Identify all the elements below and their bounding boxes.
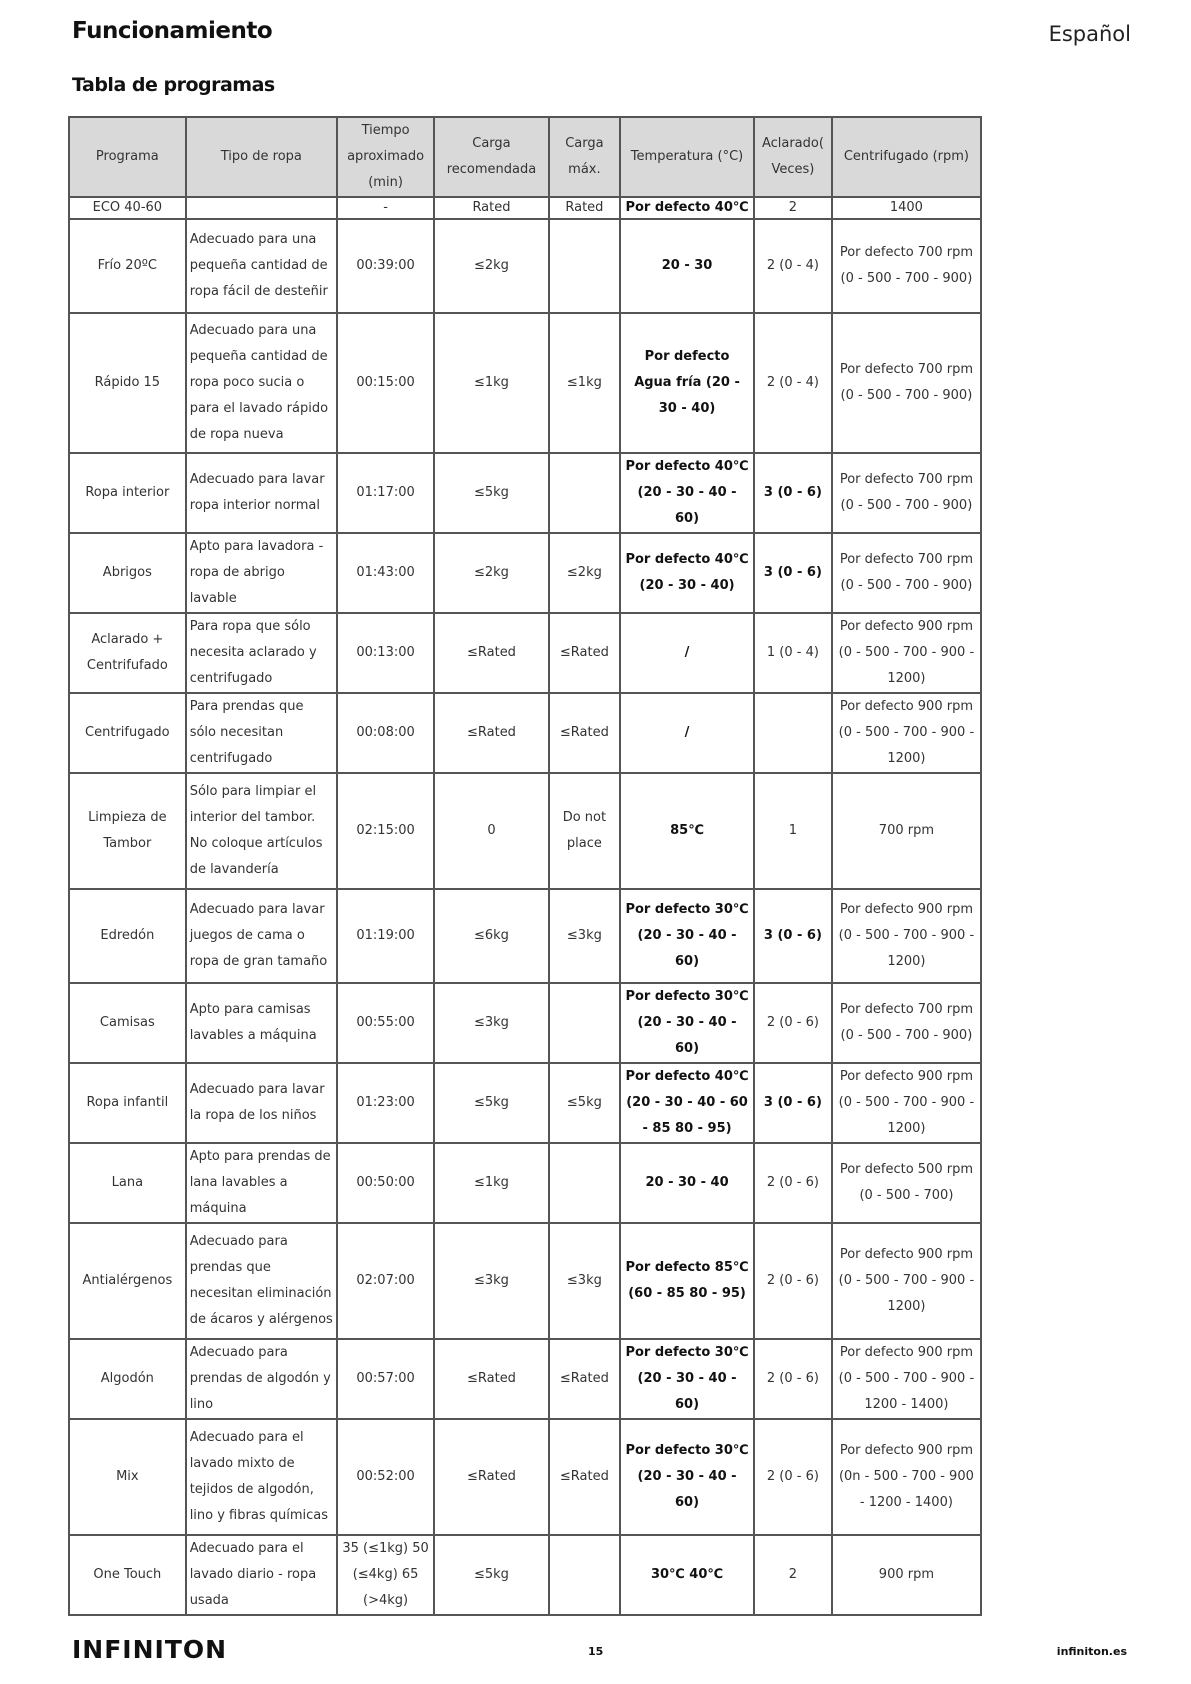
tipo-ropa-cell: Apto para camisas lavables a máquina	[186, 983, 337, 1063]
website-url: infiniton.es	[1056, 1645, 1127, 1658]
aclarado-cell: 2 (0 - 4)	[754, 219, 832, 313]
programa-cell: Ropa infantil	[69, 1063, 186, 1143]
table-row	[69, 693, 981, 773]
column-header: Programa	[69, 117, 186, 197]
temperatura-cell: 20 - 30 - 40	[620, 1143, 754, 1223]
tipo-ropa-cell: Apto para lavadora - ropa de abrigo lavable	[186, 533, 337, 613]
temperatura-cell: Por defecto 40℃	[620, 197, 754, 219]
aclarado-cell: 3 (0 - 6)	[754, 889, 832, 983]
language-label: Español	[1048, 22, 1131, 46]
aclarado-cell: 3 (0 - 6)	[754, 453, 832, 533]
tiempo-cell: 00:55:00	[337, 983, 434, 1063]
carga-recomendada-cell: ≤Rated	[434, 693, 549, 773]
carga-recomendada-cell: ≤2kg	[434, 219, 549, 313]
tipo-ropa-cell: Adecuado para una pequeña cantidad de ropa fácil de desteñir	[186, 219, 337, 313]
carga-recomendada-cell: ≤Rated	[434, 613, 549, 693]
programs-table	[68, 116, 982, 1616]
column-header: Tipo de ropa	[186, 117, 337, 197]
centrifugado-cell: Por defecto 500 rpm (0 - 500 - 700)	[832, 1143, 981, 1223]
carga-max-cell	[549, 453, 620, 533]
tiempo-cell: 02:15:00	[337, 773, 434, 889]
table-row	[69, 983, 981, 1063]
aclarado-cell: 2	[754, 197, 832, 219]
carga-max-cell: ≤Rated	[549, 613, 620, 693]
carga-recomendada-cell: ≤3kg	[434, 983, 549, 1063]
programa-cell: Edredón	[69, 889, 186, 983]
temperatura-cell: Por defecto 30℃ (20 - 30 - 40 - 60)	[620, 1419, 754, 1535]
programa-cell: ECO 40-60	[69, 197, 186, 219]
tiempo-cell: 35 (≤1kg) 50 (≤4kg) 65 (>4kg)	[337, 1535, 434, 1615]
temperatura-cell: Por defecto Agua fría (20 - 30 - 40)	[620, 313, 754, 453]
column-header: Temperatura (°C)	[620, 117, 754, 197]
carga-max-cell	[549, 983, 620, 1063]
carga-max-cell: ≤5kg	[549, 1063, 620, 1143]
tipo-ropa-cell: Adecuado para el lavado mixto de tejidos de algodón, lino y fibras químicas	[186, 1419, 337, 1535]
tiempo-cell: 00:50:00	[337, 1143, 434, 1223]
column-header: Aclarado( Veces)	[754, 117, 832, 197]
tipo-ropa-cell: Adecuado para lavar la ropa de los niños	[186, 1063, 337, 1143]
programa-cell: Antialérgenos	[69, 1223, 186, 1339]
carga-max-cell: Do not place	[549, 773, 620, 889]
table-row	[69, 1143, 981, 1223]
programa-cell: Lana	[69, 1143, 186, 1223]
table-row	[69, 1419, 981, 1535]
table-header-row	[69, 117, 981, 197]
carga-max-cell: ≤2kg	[549, 533, 620, 613]
carga-recomendada-cell: Rated	[434, 197, 549, 219]
centrifugado-cell: Por defecto 900 rpm (0 - 500 - 700 - 900 - 1200 - 1400)	[832, 1339, 981, 1419]
centrifugado-cell: 900 rpm	[832, 1535, 981, 1615]
table-row	[69, 613, 981, 693]
tipo-ropa-cell: Para ropa que sólo necesita aclarado y centrifugado	[186, 613, 337, 693]
tipo-ropa-cell: Adecuado para prendas de algodón y lino	[186, 1339, 337, 1419]
tiempo-cell: 00:57:00	[337, 1339, 434, 1419]
brand-logo: INFINITON	[72, 1635, 228, 1664]
aclarado-cell: 2 (0 - 4)	[754, 313, 832, 453]
programa-cell: Rápido 15	[69, 313, 186, 453]
carga-max-cell: Rated	[549, 197, 620, 219]
temperatura-cell: Por defecto 30℃ (20 - 30 - 40 - 60)	[620, 1339, 754, 1419]
carga-recomendada-cell: ≤2kg	[434, 533, 549, 613]
tipo-ropa-cell: Sólo para limpiar el interior del tambor. No coloque artículos de lavandería	[186, 773, 337, 889]
programa-cell: Limpieza de Tambor	[69, 773, 186, 889]
temperatura-cell: /	[620, 693, 754, 773]
carga-max-cell: ≤3kg	[549, 1223, 620, 1339]
temperatura-cell: 20 - 30	[620, 219, 754, 313]
carga-recomendada-cell: ≤Rated	[434, 1339, 549, 1419]
temperatura-cell: Por defecto 30℃ (20 - 30 - 40 - 60)	[620, 983, 754, 1063]
table-row	[69, 197, 981, 219]
tipo-ropa-cell: Apto para prendas de lana lavables a máquina	[186, 1143, 337, 1223]
aclarado-cell: 2	[754, 1535, 832, 1615]
carga-max-cell: ≤Rated	[549, 1419, 620, 1535]
page-title: Funcionamiento	[72, 18, 273, 44]
carga-max-cell: ≤1kg	[549, 313, 620, 453]
column-header: Carga recomendada	[434, 117, 549, 197]
carga-recomendada-cell: 0	[434, 773, 549, 889]
table-body	[69, 197, 981, 1615]
tipo-ropa-cell: Adecuado para el lavado diario - ropa usada	[186, 1535, 337, 1615]
tiempo-cell: 00:52:00	[337, 1419, 434, 1535]
carga-max-cell	[549, 219, 620, 313]
tipo-ropa-cell	[186, 197, 337, 219]
programa-cell: Aclarado + Centrifufado	[69, 613, 186, 693]
carga-recomendada-cell: ≤6kg	[434, 889, 549, 983]
tiempo-cell: -	[337, 197, 434, 219]
tiempo-cell: 01:19:00	[337, 889, 434, 983]
programa-cell: Algodón	[69, 1339, 186, 1419]
carga-max-cell: ≤Rated	[549, 1339, 620, 1419]
programa-cell: Centrifugado	[69, 693, 186, 773]
table-row	[69, 1223, 981, 1339]
centrifugado-cell: Por defecto 900 rpm (0 - 500 - 700 - 900 - 1200)	[832, 1223, 981, 1339]
programa-cell: One Touch	[69, 1535, 186, 1615]
programa-cell: Abrigos	[69, 533, 186, 613]
tiempo-cell: 00:08:00	[337, 693, 434, 773]
carga-max-cell: ≤3kg	[549, 889, 620, 983]
temperatura-cell: Por defecto 30℃ (20 - 30 - 40 - 60)	[620, 889, 754, 983]
table-row	[69, 219, 981, 313]
aclarado-cell: 2 (0 - 6)	[754, 1339, 832, 1419]
centrifugado-cell: Por defecto 900 rpm (0n - 500 - 700 - 900 - 1200 - 1400)	[832, 1419, 981, 1535]
programa-cell: Camisas	[69, 983, 186, 1063]
table-row	[69, 1063, 981, 1143]
temperatura-cell: Por defecto 85℃ (60 - 85 80 - 95)	[620, 1223, 754, 1339]
temperatura-cell: 30℃ 40℃	[620, 1535, 754, 1615]
aclarado-cell: 2 (0 - 6)	[754, 983, 832, 1063]
temperatura-cell: /	[620, 613, 754, 693]
carga-max-cell	[549, 1535, 620, 1615]
table-row	[69, 773, 981, 889]
centrifugado-cell: Por defecto 700 rpm (0 - 500 - 700 - 900)	[832, 533, 981, 613]
column-header: Tiempo aproximado (min)	[337, 117, 434, 197]
tipo-ropa-cell: Adecuado para una pequeña cantidad de ropa poco sucia o para el lavado rápido de ropa nueva	[186, 313, 337, 453]
carga-recomendada-cell: ≤Rated	[434, 1419, 549, 1535]
tiempo-cell: 02:07:00	[337, 1223, 434, 1339]
table-row	[69, 313, 981, 453]
table-row	[69, 533, 981, 613]
tipo-ropa-cell: Adecuado para prendas que necesitan eliminación de ácaros y alérgenos	[186, 1223, 337, 1339]
section-subtitle: Tabla de programas	[72, 74, 275, 96]
centrifugado-cell: Por defecto 900 rpm (0 - 500 - 700 - 900 - 1200)	[832, 1063, 981, 1143]
carga-recomendada-cell: ≤1kg	[434, 1143, 549, 1223]
aclarado-cell: 1	[754, 773, 832, 889]
table-row	[69, 453, 981, 533]
aclarado-cell: 3 (0 - 6)	[754, 533, 832, 613]
aclarado-cell: 2 (0 - 6)	[754, 1419, 832, 1535]
temperatura-cell: Por defecto 40℃ (20 - 30 - 40 - 60)	[620, 453, 754, 533]
tiempo-cell: 01:43:00	[337, 533, 434, 613]
centrifugado-cell: 1400	[832, 197, 981, 219]
tiempo-cell: 01:23:00	[337, 1063, 434, 1143]
carga-recomendada-cell: ≤5kg	[434, 1535, 549, 1615]
aclarado-cell: 1 (0 - 4)	[754, 613, 832, 693]
programa-cell: Ropa interior	[69, 453, 186, 533]
centrifugado-cell: Por defecto 900 rpm (0 - 500 - 700 - 900 - 1200)	[832, 693, 981, 773]
table-row	[69, 1535, 981, 1615]
tiempo-cell: 00:13:00	[337, 613, 434, 693]
tipo-ropa-cell: Adecuado para lavar ropa interior normal	[186, 453, 337, 533]
carga-recomendada-cell: ≤1kg	[434, 313, 549, 453]
centrifugado-cell: Por defecto 700 rpm (0 - 500 - 700 - 900)	[832, 453, 981, 533]
aclarado-cell: 2 (0 - 6)	[754, 1143, 832, 1223]
centrifugado-cell: Por defecto 900 rpm (0 - 500 - 700 - 900 - 1200)	[832, 889, 981, 983]
table-row	[69, 1339, 981, 1419]
carga-recomendada-cell: ≤3kg	[434, 1223, 549, 1339]
carga-recomendada-cell: ≤5kg	[434, 1063, 549, 1143]
centrifugado-cell: Por defecto 900 rpm (0 - 500 - 700 - 900 - 1200)	[832, 613, 981, 693]
table-row	[69, 889, 981, 983]
tipo-ropa-cell: Adecuado para lavar juegos de cama o ropa de gran tamaño	[186, 889, 337, 983]
programa-cell: Frío 20ºC	[69, 219, 186, 313]
carga-max-cell	[549, 1143, 620, 1223]
temperatura-cell: Por defecto 40℃ (20 - 30 - 40 - 60 - 85 80 - 95)	[620, 1063, 754, 1143]
temperatura-cell: 85℃	[620, 773, 754, 889]
tiempo-cell: 01:17:00	[337, 453, 434, 533]
column-header: Centrifugado (rpm)	[832, 117, 981, 197]
centrifugado-cell: Por defecto 700 rpm (0 - 500 - 700 - 900)	[832, 983, 981, 1063]
aclarado-cell: 3 (0 - 6)	[754, 1063, 832, 1143]
tiempo-cell: 00:39:00	[337, 219, 434, 313]
page-number: 15	[588, 1645, 604, 1658]
carga-recomendada-cell: ≤5kg	[434, 453, 549, 533]
carga-max-cell: ≤Rated	[549, 693, 620, 773]
aclarado-cell: 2 (0 - 6)	[754, 1223, 832, 1339]
tipo-ropa-cell: Para prendas que sólo necesitan centrifugado	[186, 693, 337, 773]
temperatura-cell: Por defecto 40℃ (20 - 30 - 40)	[620, 533, 754, 613]
aclarado-cell	[754, 693, 832, 773]
centrifugado-cell: 700 rpm	[832, 773, 981, 889]
centrifugado-cell: Por defecto 700 rpm (0 - 500 - 700 - 900)	[832, 219, 981, 313]
programa-cell: Mix	[69, 1419, 186, 1535]
centrifugado-cell: Por defecto 700 rpm (0 - 500 - 700 - 900)	[832, 313, 981, 453]
column-header: Carga máx.	[549, 117, 620, 197]
tiempo-cell: 00:15:00	[337, 313, 434, 453]
